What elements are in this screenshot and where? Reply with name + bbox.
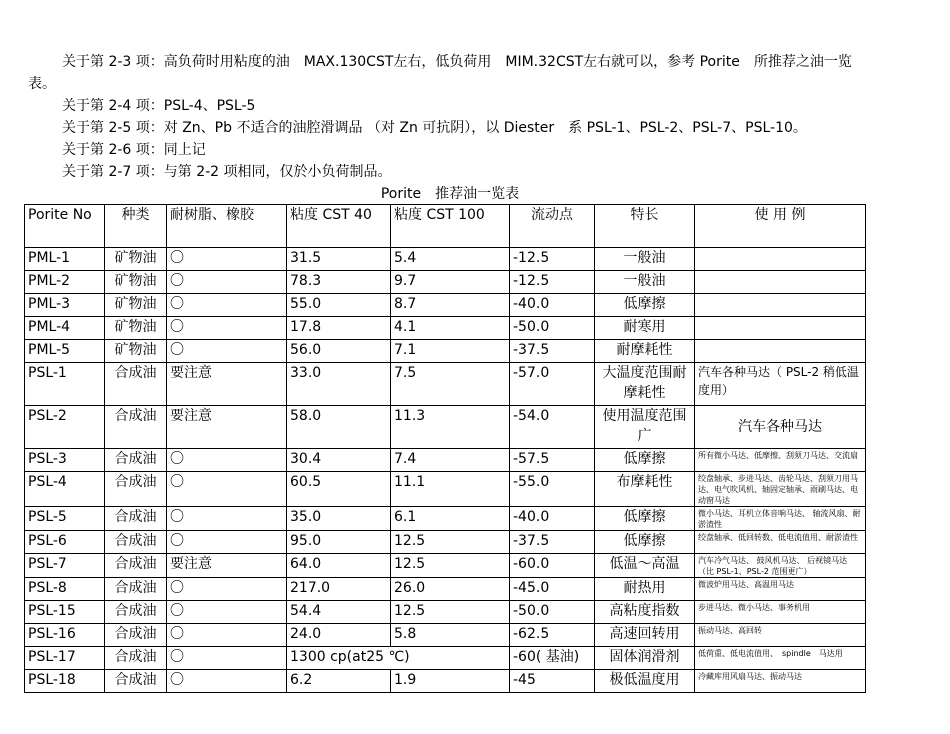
- cell-feature: 布摩耗性: [595, 472, 695, 507]
- paragraph-2-6: 关于第 2-6 项：同上记: [62, 142, 206, 158]
- cell-resin-rubber: 〇: [167, 472, 287, 507]
- cell-usage: 微小马达、耳机立体音响马达、 轴流风扇、耐淤渣性: [695, 507, 866, 531]
- cell-porite-no: PSL-6: [25, 531, 105, 554]
- cell-porite-no: PML-4: [25, 317, 105, 340]
- cell-resin-rubber: 〇: [167, 340, 287, 363]
- cell-porite-no: PML-1: [25, 248, 105, 271]
- cell-viscosity-100: 4.1: [391, 317, 510, 340]
- cell-feature: 一般油: [595, 248, 695, 271]
- cell-usage: 绞盘轴承、步进马达、齿轮马达、刮须刀用马达、电气吹风机、轴固定轴承、雨刷马达、电动窗马达: [695, 472, 866, 507]
- cell-type: 合成油: [105, 363, 167, 406]
- cell-viscosity-40: 6.2: [287, 670, 391, 693]
- cell-type: 合成油: [105, 624, 167, 647]
- cell-viscosity-40: 58.0: [287, 406, 391, 449]
- cell-feature: 固体润滑剂: [595, 647, 695, 670]
- cell-feature: 低摩擦: [595, 294, 695, 317]
- cell-usage: [695, 294, 866, 317]
- cell-porite-no: PSL-18: [25, 670, 105, 693]
- header-viscosity-40: 粘度 CST 40: [287, 205, 391, 248]
- cell-type: 合成油: [105, 472, 167, 507]
- cell-resin-rubber: 〇: [167, 507, 287, 531]
- cell-viscosity-100: 7.5: [391, 363, 510, 406]
- cell-porite-no: PSL-7: [25, 554, 105, 578]
- cell-usage: 冷藏库用风扇马达、振动马达: [695, 670, 866, 693]
- cell-feature: 一般油: [595, 271, 695, 294]
- cell-viscosity-100: 8.7: [391, 294, 510, 317]
- cell-feature: 极低温度用: [595, 670, 695, 693]
- cell-viscosity-40: 1300 cp(at25 ℃): [287, 647, 510, 670]
- table-row: [25, 363, 866, 406]
- cell-resin-rubber: 要注意: [167, 554, 287, 578]
- cell-viscosity-40: 64.0: [287, 554, 391, 578]
- cell-resin-rubber: 〇: [167, 578, 287, 601]
- cell-viscosity-40: 31.5: [287, 248, 391, 271]
- cell-feature: 大温度范围耐摩耗性: [595, 363, 695, 406]
- cell-type: 矿物油: [105, 248, 167, 271]
- cell-feature: 低摩擦: [595, 531, 695, 554]
- cell-feature: 高速回转用: [595, 624, 695, 647]
- table-row: [25, 531, 866, 554]
- cell-porite-no: PSL-8: [25, 578, 105, 601]
- cell-porite-no: PML-5: [25, 340, 105, 363]
- cell-viscosity-100: 7.4: [391, 449, 510, 472]
- cell-feature: 使用温度范围广: [595, 406, 695, 449]
- table-row: [25, 449, 866, 472]
- cell-viscosity-100: 9.7: [391, 271, 510, 294]
- cell-resin-rubber: 〇: [167, 449, 287, 472]
- cell-type: 矿物油: [105, 294, 167, 317]
- cell-type: 合成油: [105, 670, 167, 693]
- cell-pour-point: -40.0: [510, 294, 595, 317]
- cell-usage: 绞盘轴承、低回转数、低电流值用、耐淤渣性: [695, 531, 866, 554]
- table-row: [25, 294, 866, 317]
- cell-type: 合成油: [105, 554, 167, 578]
- cell-resin-rubber: 〇: [167, 670, 287, 693]
- cell-porite-no: PSL-15: [25, 601, 105, 624]
- cell-viscosity-40: 95.0: [287, 531, 391, 554]
- cell-viscosity-40: 78.3: [287, 271, 391, 294]
- table-row: [25, 554, 866, 578]
- table-row: [25, 472, 866, 507]
- cell-usage: 汽车冷气马达、 鼓风机马达、 后视镜马达（比 PSL-1、PSL-2 范围更广）: [695, 554, 866, 578]
- table-row: [25, 601, 866, 624]
- cell-viscosity-40: 60.5: [287, 472, 391, 507]
- cell-pour-point: -62.5: [510, 624, 595, 647]
- cell-pour-point: -55.0: [510, 472, 595, 507]
- cell-viscosity-100: 11.3: [391, 406, 510, 449]
- table-row: [25, 271, 866, 294]
- cell-pour-point: -12.5: [510, 271, 595, 294]
- cell-viscosity-100: 12.5: [391, 554, 510, 578]
- cell-porite-no: PML-2: [25, 271, 105, 294]
- table-row: [25, 406, 866, 449]
- cell-pour-point: -60.0: [510, 554, 595, 578]
- cell-viscosity-40: 30.4: [287, 449, 391, 472]
- cell-usage: [695, 248, 866, 271]
- cell-usage: 微波炉用马达、高温用马达: [695, 578, 866, 601]
- cell-pour-point: -45: [510, 670, 595, 693]
- cell-type: 合成油: [105, 647, 167, 670]
- cell-type: 合成油: [105, 531, 167, 554]
- cell-viscosity-100: 6.1: [391, 507, 510, 531]
- cell-porite-no: PSL-3: [25, 449, 105, 472]
- cell-pour-point: -50.0: [510, 317, 595, 340]
- cell-type: 合成油: [105, 449, 167, 472]
- cell-feature: 低温～高温: [595, 554, 695, 578]
- paragraph-2-7: 关于第 2-7 项：与第 2-2 项相同，仅於小负荷制品。: [62, 164, 392, 180]
- cell-viscosity-40: 24.0: [287, 624, 391, 647]
- cell-viscosity-100: 12.5: [391, 601, 510, 624]
- cell-type: 矿物油: [105, 317, 167, 340]
- cell-viscosity-40: 17.8: [287, 317, 391, 340]
- cell-pour-point: -37.5: [510, 340, 595, 363]
- cell-usage: 汽车各种马达: [695, 406, 866, 449]
- cell-resin-rubber: 〇: [167, 317, 287, 340]
- paragraph-2-4: 关于第 2-4 项：PSL-4、PSL-5: [62, 98, 256, 114]
- cell-pour-point: -12.5: [510, 248, 595, 271]
- cell-resin-rubber: 〇: [167, 271, 287, 294]
- table-body: [25, 205, 866, 693]
- header-viscosity-100: 粘度 CST 100: [391, 205, 510, 248]
- cell-resin-rubber: 〇: [167, 294, 287, 317]
- header-porite-no: Porite No: [25, 205, 105, 248]
- cell-feature: 耐摩耗性: [595, 340, 695, 363]
- cell-porite-no: PSL-17: [25, 647, 105, 670]
- cell-viscosity-100: 1.9: [391, 670, 510, 693]
- cell-usage: 振动马达、高回转: [695, 624, 866, 647]
- cell-type: 合成油: [105, 406, 167, 449]
- cell-resin-rubber: 要注意: [167, 363, 287, 406]
- header-feature: 特长: [595, 205, 695, 248]
- header-type: 种类: [105, 205, 167, 248]
- table-row: [25, 670, 866, 693]
- cell-pour-point: -57.5: [510, 449, 595, 472]
- paragraph-2-5: 关于第 2-5 项：对 Zn、Pb 不适合的油腔滑调品 （对 Zn 可抗阴），以 Diester 系 PSL-1、PSL-2、PSL-7、PSL-10。: [62, 120, 807, 136]
- cell-viscosity-40: 217.0: [287, 578, 391, 601]
- cell-porite-no: PSL-4: [25, 472, 105, 507]
- cell-pour-point: -37.5: [510, 531, 595, 554]
- cell-usage: [695, 317, 866, 340]
- header-usage: 使 用 例: [695, 205, 866, 248]
- table-row: [25, 317, 866, 340]
- cell-feature: 低摩擦: [595, 507, 695, 531]
- table-caption: Porite 推荐油一览表: [380, 186, 520, 202]
- cell-usage: [695, 340, 866, 363]
- cell-pour-point: -57.0: [510, 363, 595, 406]
- cell-usage: 步进马达、微小马达、事务机用: [695, 601, 866, 624]
- cell-feature: 耐热用: [595, 578, 695, 601]
- cell-resin-rubber: 〇: [167, 624, 287, 647]
- cell-viscosity-40: 35.0: [287, 507, 391, 531]
- cell-type: 合成油: [105, 578, 167, 601]
- paragraph-2-3: 关于第 2-3 项：高负荷时用粘度的油 MAX.130CST左右，低负荷用 MIM.32CST左右就可以，参考 Porite 所推荐之油一览表。: [28, 54, 852, 92]
- cell-porite-no: PML-3: [25, 294, 105, 317]
- cell-viscosity-100: 5.8: [391, 624, 510, 647]
- cell-pour-point: -45.0: [510, 578, 595, 601]
- cell-pour-point: -40.0: [510, 507, 595, 531]
- cell-viscosity-100: 5.4: [391, 248, 510, 271]
- cell-resin-rubber: 〇: [167, 531, 287, 554]
- cell-type: 矿物油: [105, 340, 167, 363]
- cell-type: 矿物油: [105, 271, 167, 294]
- cell-type: 合成油: [105, 601, 167, 624]
- cell-viscosity-40: 33.0: [287, 363, 391, 406]
- table-row: [25, 248, 866, 271]
- cell-porite-no: PSL-16: [25, 624, 105, 647]
- cell-viscosity-100: 26.0: [391, 578, 510, 601]
- cell-viscosity-100: 12.5: [391, 531, 510, 554]
- cell-feature: 低摩擦: [595, 449, 695, 472]
- cell-resin-rubber: 要注意: [167, 406, 287, 449]
- header-pour-point: 流动点: [510, 205, 595, 248]
- cell-feature: 高粘度指数: [595, 601, 695, 624]
- cell-porite-no: PSL-2: [25, 406, 105, 449]
- cell-usage: 低荷重、低电流值用、 spindle 马达用: [695, 647, 866, 670]
- oil-table: [24, 204, 866, 693]
- header-resin-rubber: 耐树脂、橡胶: [167, 205, 287, 248]
- cell-porite-no: PSL-1: [25, 363, 105, 406]
- cell-usage: [695, 271, 866, 294]
- cell-pour-point: -54.0: [510, 406, 595, 449]
- cell-usage: 汽车各种马达（ PSL-2 稍低温度用）: [695, 363, 866, 406]
- cell-viscosity-40: 54.4: [287, 601, 391, 624]
- cell-pour-point: -60( 基油): [510, 647, 595, 670]
- cell-viscosity-40: 56.0: [287, 340, 391, 363]
- cell-resin-rubber: 〇: [167, 601, 287, 624]
- cell-viscosity-100: 7.1: [391, 340, 510, 363]
- table-row: [25, 624, 866, 647]
- table-header-row: [25, 205, 866, 248]
- table-row: [25, 578, 866, 601]
- cell-viscosity-100: 11.1: [391, 472, 510, 507]
- cell-usage: 所有微小马达、低摩擦、刮须刀马达、交流扇: [695, 449, 866, 472]
- cell-resin-rubber: 〇: [167, 248, 287, 271]
- cell-pour-point: -50.0: [510, 601, 595, 624]
- table-row: [25, 340, 866, 363]
- table-row: [25, 647, 866, 670]
- cell-type: 合成油: [105, 507, 167, 531]
- cell-resin-rubber: 〇: [167, 647, 287, 670]
- cell-feature: 耐寒用: [595, 317, 695, 340]
- cell-viscosity-40: 55.0: [287, 294, 391, 317]
- table-row: [25, 507, 866, 531]
- cell-porite-no: PSL-5: [25, 507, 105, 531]
